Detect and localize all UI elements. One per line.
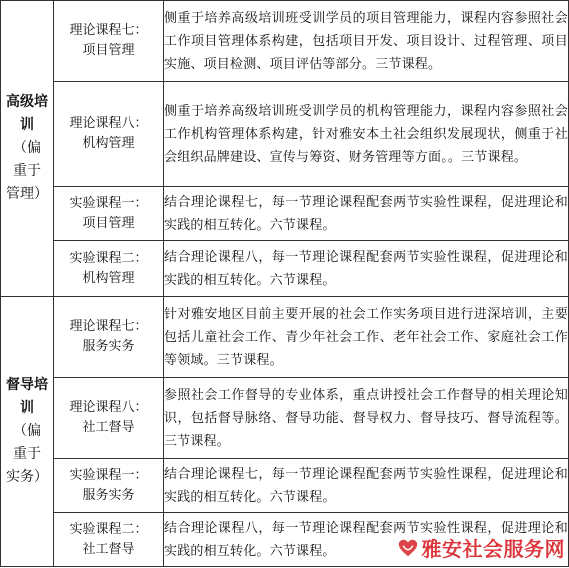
course-cell <box>54 513 164 567</box>
level-note: 管理） <box>6 186 48 202</box>
level-name: 高级培训 <box>6 94 48 133</box>
level-note: 重于 <box>13 446 41 462</box>
course-cell <box>54 378 164 459</box>
course-label: 理论课程八： <box>69 400 148 415</box>
course-cell <box>54 459 164 513</box>
course-title: 社工督导 <box>82 541 135 557</box>
course-title: 机构管理 <box>82 270 135 286</box>
level-cell-advanced <box>1 1 54 297</box>
level-cell-supervision <box>1 297 54 567</box>
course-cell <box>54 82 164 187</box>
watermark-text: 雅安社会服务网 <box>421 537 565 561</box>
course-description: 参照社会工作督导的专业体系，重点讲授社会工作督导的相关理论知识，包括督导脉络、督导功能、督导权力、督导技巧、督导流程等。三节课程。 <box>164 378 569 459</box>
course-label: 理论课程七： <box>69 319 148 334</box>
course-label: 实验课程二： <box>69 250 148 266</box>
course-label: 理论课程八： <box>69 116 148 131</box>
course-cell <box>54 241 164 297</box>
table-row <box>1 82 569 187</box>
course-label: 实验课程二： <box>69 521 148 537</box>
course-description: 结合理论课程八，每一节理论课程配套两节实验性课程，促进理论和实践的相互转化。六节课程。 <box>164 513 569 567</box>
course-title: 机构管理 <box>82 136 135 151</box>
course-cell <box>54 1 164 82</box>
table-row <box>1 378 569 459</box>
course-label: 实验课程一： <box>69 467 148 483</box>
course-title: 社工督导 <box>82 420 135 435</box>
level-note: 重于 <box>13 163 41 179</box>
table-row <box>1 297 569 378</box>
table-row <box>1 187 569 241</box>
table-row <box>1 459 569 513</box>
course-title: 服务实务 <box>82 339 135 354</box>
course-description: 针对雅安地区目前主要开展的社会工作实务项目进行进深培训，主要包括儿童社会工作、青少年社会工作、老年社会工作、家庭社会工作等领域。三节课程。 <box>164 297 569 378</box>
course-title: 项目管理 <box>82 43 135 58</box>
course-description: 侧重于培养高级培训班受训学员的机构管理能力，课程内容参照社会工作机构管理体系构建，针对雅安本土社会组织发展现状，侧重于社会组织品牌建设、宣传与筹资、财务管理等方面。。三节课程。 <box>164 82 569 187</box>
level-note: （偏 <box>13 423 41 439</box>
course-description: 结合理论课程七，每一节理论课程配套两节实验性课程，促进理论和实践的相互转化。六节课程。 <box>164 187 569 241</box>
course-label: 理论课程七： <box>69 23 148 38</box>
course-label: 实验课程一： <box>69 195 148 211</box>
level-name: 督导培训 <box>6 377 48 416</box>
level-note: 实务） <box>6 469 48 485</box>
course-title: 服务实务 <box>82 487 135 503</box>
course-cell <box>54 187 164 241</box>
course-description: 结合理论课程八，每一节理论课程配套两节实验性课程，促进理论和实践的相互转化。六节课程。 <box>164 241 569 297</box>
table-row <box>1 1 569 82</box>
course-description: 侧重于培养高级培训班受训学员的项目管理能力，课程内容参照社会工作项目管理体系构建，包括项目开发、项目设计、过程管理、项目实施、项目检测、项目评估等部分。三节课程。 <box>164 1 569 82</box>
table-row <box>1 513 569 567</box>
course-cell <box>54 297 164 378</box>
level-note: （偏 <box>13 140 41 156</box>
course-description: 结合理论课程七，每一节理论课程配套两节实验性课程，促进理论和实践的相互转化。六节课程。 <box>164 459 569 513</box>
course-title: 项目管理 <box>82 215 135 231</box>
table-row <box>1 241 569 297</box>
